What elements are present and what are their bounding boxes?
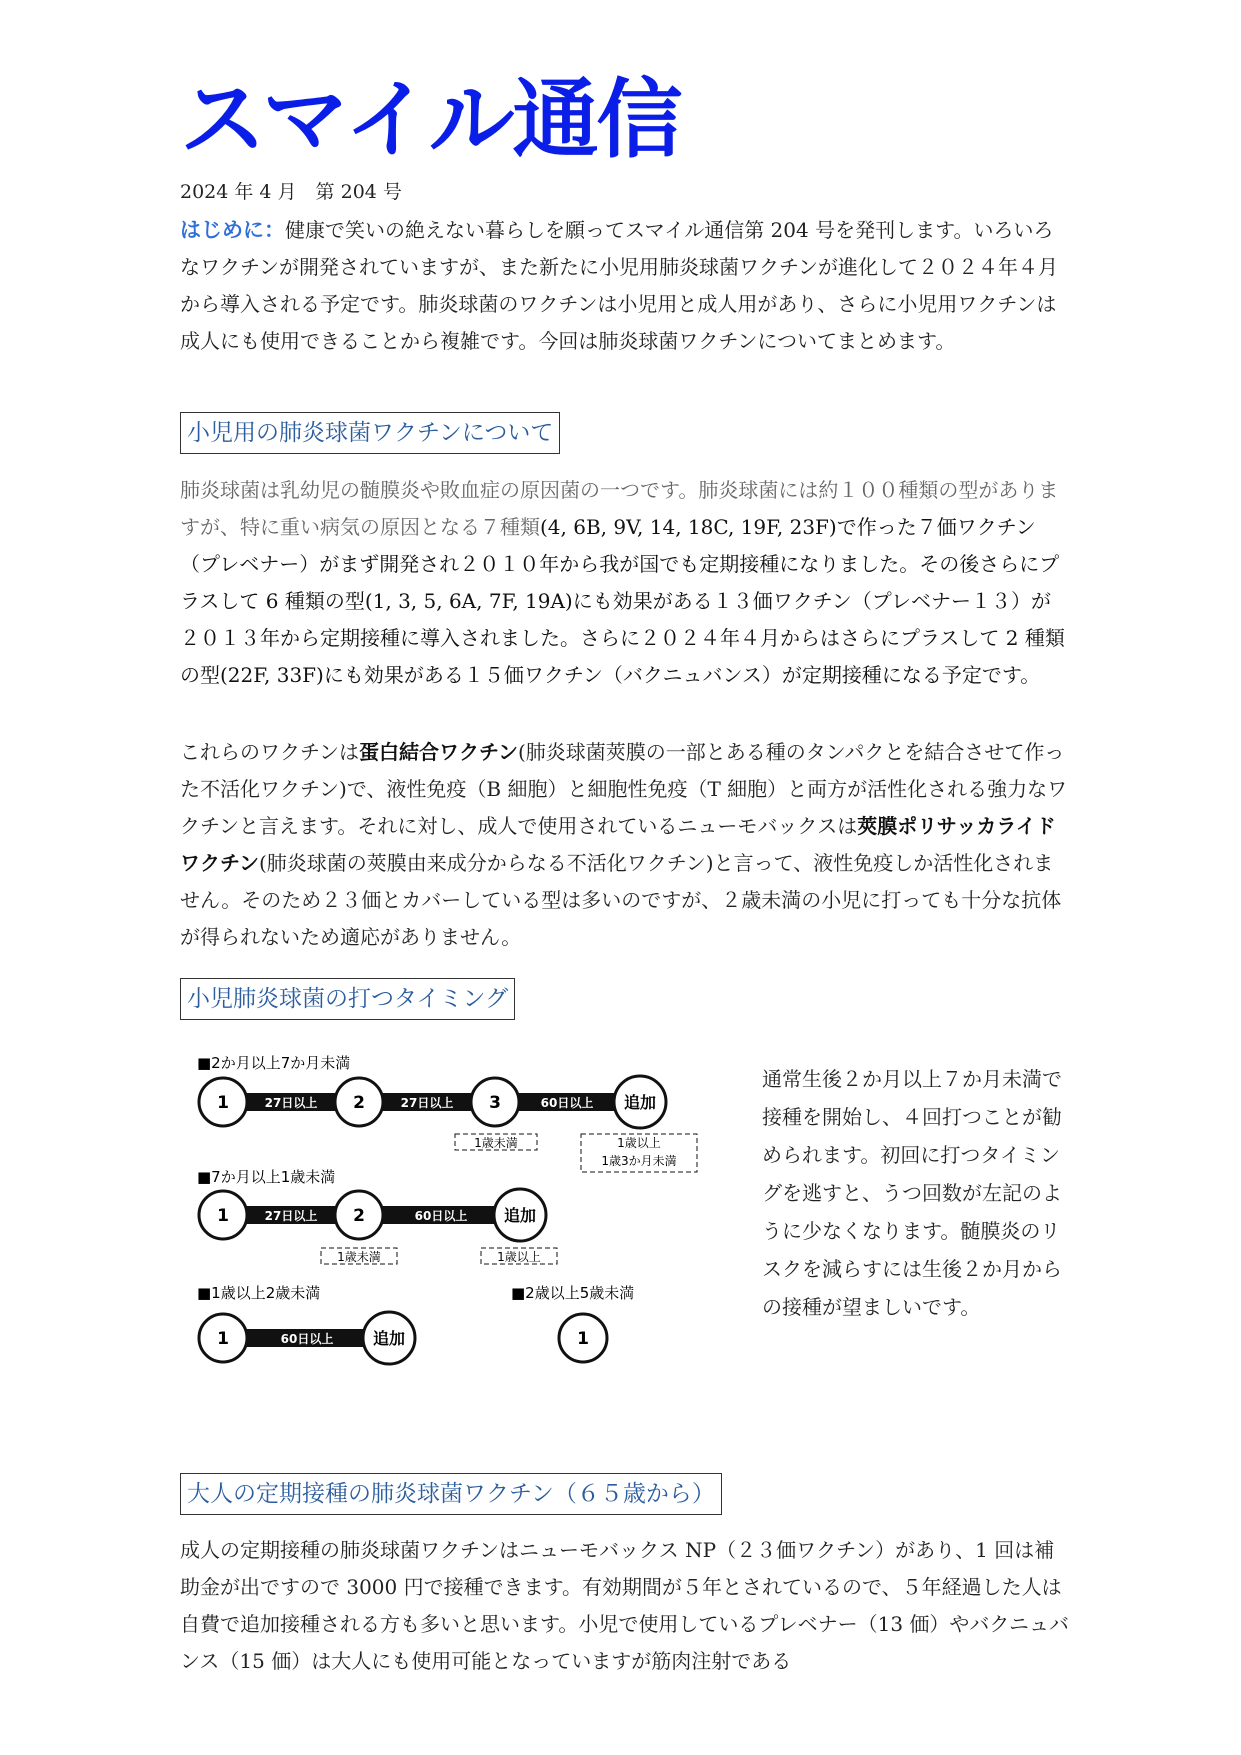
- dose-label: 2: [353, 1206, 365, 1226]
- section1-p2-e: (肺炎球菌の莢膜由来成分からなる不活化ワクチン)と言って、液性免疫しか活性化されません。そのため２３価とカバーしている型は多いのですが、２歳未満の小児に打っても十分な抗体が得られないため適応がありません。: [180, 851, 1062, 949]
- section-heading-timing: 小児肺炎球菌の打つタイミング: [180, 978, 515, 1020]
- dose-label: 2: [353, 1093, 365, 1113]
- intro-text: 健康で笑いの絶えない暮らしを願ってスマイル通信第 204 号を発刊します。いろいろなワクチンが開発されていますが、また新たに小児用肺炎球菌ワクチンが進化して２０２４年４月から導入される予定です。肺炎球菌のワクチンは小児用と成人用があり、さらに小児用ワクチンは成人にも使用できることから複雑です。今回は肺炎球菌ワクチンについてまとめます。: [180, 218, 1058, 353]
- dose-label: 追加: [503, 1206, 537, 1225]
- section1-p1-body: (4, 6B, 9V, 14, 18C, 19F, 23F)で作った７価ワクチン（プレベナー）がまず開発され２０１０年から我が国でも定期接種になりました。その後さらにプラスして 6 種類の型(1, 3, 5, 6A, 7F, 19A)にも効果がある１３価ワクチン（プレベナー１３）が２０１３年から定期接種に導入されました。さらに２０２４年４月からはさらにプラスして 2 種類の型(22F, 33F)にも効果がある１５価ワクチン（バクニュバンス）が定期接種になる予定です。: [180, 515, 1065, 687]
- schedule-3-label: ■1歳以上2歳未満: [197, 1284, 321, 1302]
- note-label-line2: 1歳3か月未満: [601, 1154, 677, 1168]
- section1-p2-a: これらのワクチンは: [180, 740, 359, 764]
- dose-label: 1: [217, 1093, 229, 1113]
- interval-label: 27日以上: [264, 1209, 318, 1223]
- interval-label: 27日以上: [400, 1096, 454, 1110]
- dose-label: 1: [217, 1206, 229, 1226]
- note-label: 1歳未満: [474, 1136, 518, 1150]
- section1-paragraph-1: [180, 472, 1070, 694]
- schedule-4-label: ■2歳以上5歳未満: [511, 1284, 635, 1302]
- section1-p1-intro: 肺炎球菌は乳幼児の髄膜炎や敗血症の原因菌の一つです。肺炎球菌には約１００種類の型がありますが、特に重い病気の原因となる７種類: [180, 478, 1059, 539]
- timing-description: 通常生後２か月以上７か月未満で接種を開始し、４回打つことが勧められます。初回に打つタイミングを逃すと、うつ回数が左記のように少なくなります。髄膜炎のリスクを減らすには生後２か月からの接種が望ましいです。: [762, 1067, 1062, 1319]
- interval-label: 27日以上: [264, 1096, 318, 1110]
- section1-p2-term-polysaccharide: 莢膜ポリサッカライドワクチン: [180, 814, 1056, 875]
- schedule-1-label: ■2か月以上7か月未満: [197, 1054, 351, 1072]
- interval-label: 60日以上: [414, 1209, 468, 1223]
- note-label: 1歳以上: [497, 1250, 541, 1264]
- note-label: 1歳未満: [337, 1250, 381, 1264]
- interval-label: 60日以上: [540, 1096, 594, 1110]
- issue-info: 2024 年 4 月 第 204 号: [180, 181, 402, 203]
- dose-label: 1: [217, 1329, 229, 1349]
- section1-p2-c: (肺炎球菌莢膜の一部とある種のタンパクとを結合させて作った不活化ワクチン)で、液性免疫（B 細胞）と細胞性免疫（T 細胞）と両方が活性化される強力なワクチンと言えます。それに対し、成人で使用されているニューモバックスは: [180, 740, 1068, 838]
- vaccination-schedule-diagram: [185, 1048, 705, 1378]
- section-heading-pediatric-vaccine: 小児用の肺炎球菌ワクチンについて: [180, 412, 560, 454]
- note-label-line1: 1歳以上: [617, 1136, 661, 1150]
- interval-label: 60日以上: [280, 1332, 334, 1346]
- section1-p2-term-protein: 蛋白結合ワクチン: [359, 740, 518, 764]
- newsletter-title: スマイル通信: [180, 70, 681, 170]
- section3-paragraph: 成人の定期接種の肺炎球菌ワクチンはニューモバックス NP（２３価ワクチン）があり、1 回は補助金が出ですので 3000 円で接種できます。有効期間が５年とされているので、５年経過した人は自費で追加接種される方も多いと思います。小児で使用しているプレベナー（13 価）やバクニュバンス（15 価）は大人にも使用可能となっていますが筋肉注射である: [180, 1538, 1070, 1673]
- dose-label: 1: [577, 1329, 589, 1349]
- dose-label: 3: [489, 1093, 501, 1113]
- dose-label: 追加: [623, 1093, 657, 1112]
- intro-paragraph: [180, 212, 1070, 360]
- dose-label: 追加: [372, 1329, 406, 1348]
- section1-paragraph-2: [180, 734, 1070, 956]
- schedule-2-label: ■7か月以上1歳未満: [197, 1168, 336, 1186]
- section-heading-adult-vaccine: 大人の定期接種の肺炎球菌ワクチン（６５歳から）: [180, 1473, 722, 1515]
- intro-label: はじめに：: [180, 218, 285, 242]
